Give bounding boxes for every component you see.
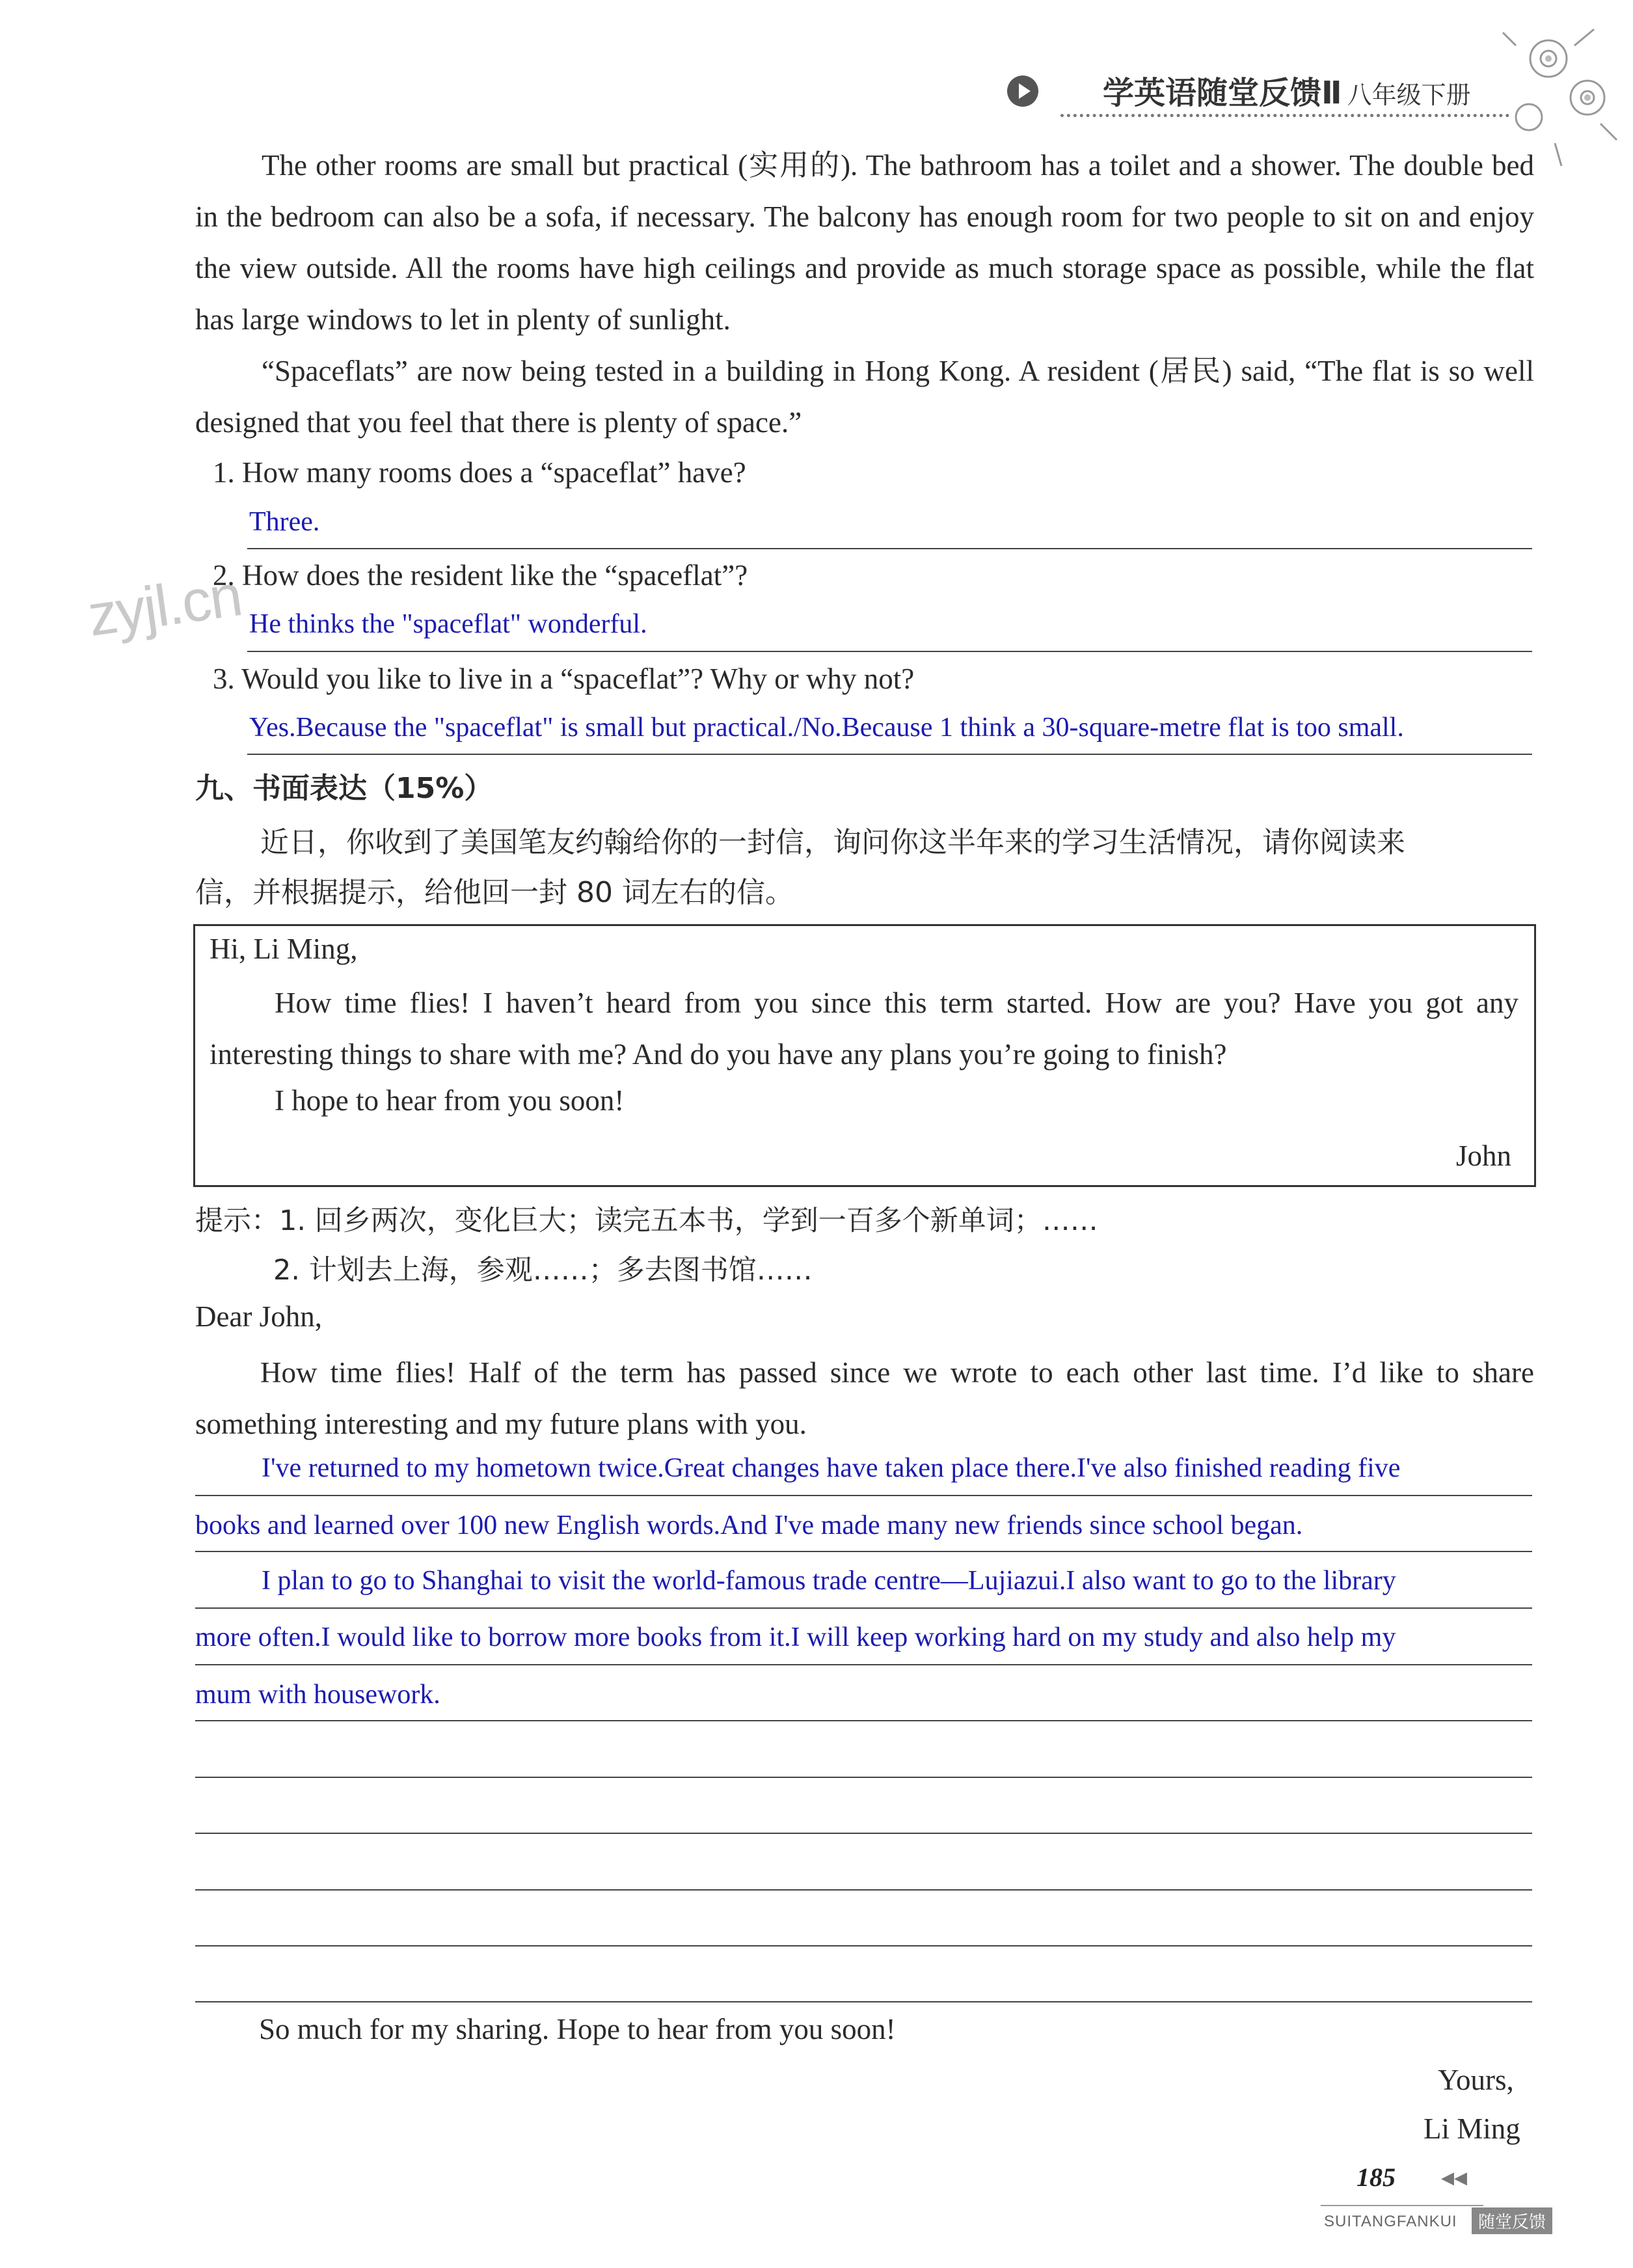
letter-body-1: How time flies! I haven’t heard from you since this term started. How are you? Have you got any interesting things to share with me? And do you have any plans you’re going to finish? (209, 987, 1518, 1071)
page-header (1103, 68, 1471, 113)
writing-line (195, 1607, 1532, 1609)
writing-line (195, 1720, 1532, 1721)
reply-closing: So much for my sharing. Hope to hear from you soon! (259, 2013, 896, 2045)
page-number: 185 (1356, 2163, 1396, 2192)
writing-line (195, 1495, 1532, 1496)
hint-2: 2. 计划去上海，参观……；多去图书馆…… (273, 1254, 813, 1287)
reply-name: Li Ming (1424, 2112, 1520, 2145)
header-dotted-rule (1060, 114, 1509, 117)
reply-yours: Yours, (1438, 2064, 1514, 2096)
letter-body-2: I hope to hear from you soon! (275, 1084, 625, 1117)
play-icon (1007, 75, 1038, 107)
writing-line (195, 1664, 1532, 1665)
question-3: 3. Would you like to live in a “spaceflat”? Why or why not? (213, 663, 915, 695)
header-subtitle: 八年级下册 (1347, 81, 1471, 109)
header-title: 学英语随堂反馈Ⅱ (1103, 75, 1342, 111)
footer-badge: 随堂反馈 (1472, 2207, 1552, 2234)
hint-1: 提示：1. 回乡两次，变化巨大；读完五本书，学到一百多个新单词；…… (195, 1205, 1098, 1237)
question-2: 2. How does the resident like the “spaceflat”? (213, 559, 748, 592)
answer-line (247, 548, 1532, 549)
writing-line (195, 2001, 1532, 2002)
answer-line (247, 754, 1532, 755)
letter-greeting: Hi, Li Ming, (209, 933, 358, 965)
reply-greeting: Dear John, (195, 1300, 322, 1333)
question-1: 1. How many rooms does a “spaceflat” have? (213, 456, 746, 489)
writing-line (195, 1551, 1532, 1552)
reply-line-5: mum with housework. (195, 1680, 440, 1710)
reply-opening: How time flies! Half of the term has passed since we wrote to each other last time. I’d like to share something interesting and my future plans with you. (195, 1356, 1534, 1440)
passage-paragraph-1: The other rooms are small but practical (实用的). The bathroom has a toilet and a shower. The double bed in the bedroom can also be a sofa, if necessary. The balcony has enough room for two people to sit on and enjoy the view outside. All the rooms have high ceilings and provide as much storage space as possible, while the flat has large windows to let in plenty of sunlight. (195, 149, 1534, 336)
answer-line (247, 651, 1532, 652)
section-intro-line-1: 近日，你收到了美国笔友约翰给你的一封信，询问你这半年来的学习生活情况，请你阅读来 (260, 826, 1405, 859)
answer-3: Yes.Because the "spaceflat" is small but practical./No.Because 1 think a 30-square-metre flat is too small. (249, 713, 1404, 743)
writing-line (195, 1889, 1532, 1891)
writing-line (195, 1945, 1532, 1947)
answer-1: Three. (249, 507, 320, 537)
reply-line-4: more often.I would like to borrow more books from it.I will keep working hard on my study and also help my (195, 1622, 1396, 1652)
reply-line-1: I've returned to my hometown twice.Great changes have taken place there.I've also finished reading five (262, 1453, 1401, 1483)
section-heading: 九、书面表达（15%） (195, 772, 493, 805)
section-intro-line-2: 信，并根据提示，给他回一封 80 词左右的信。 (195, 876, 794, 909)
footer-pinyin: SUITANGFANKUI (1324, 2213, 1457, 2230)
answer-2: He thinks the "spaceflat" wonderful. (249, 609, 647, 639)
writing-line (195, 1833, 1532, 1834)
passage-paragraph-2: “Spaceflats” are now being tested in a building in Hong Kong. A resident (居民) said, “The flat is so well designed that you feel that there is plenty of space.” (195, 355, 1534, 439)
reply-line-2: books and learned over 100 new English words.And I've made many new friends since school began. (195, 1510, 1303, 1540)
letter-signature: John (1456, 1140, 1512, 1172)
arrow-left-icon: ◀◀ (1441, 2168, 1467, 2187)
footer-rule (1321, 2205, 1483, 2206)
reply-line-3: I plan to go to Shanghai to visit the world-famous trade centre—Lujiazui.I also want to go to the library (262, 1566, 1396, 1596)
watermark: zyjl.cn (84, 563, 245, 649)
writing-line (195, 1777, 1532, 1778)
